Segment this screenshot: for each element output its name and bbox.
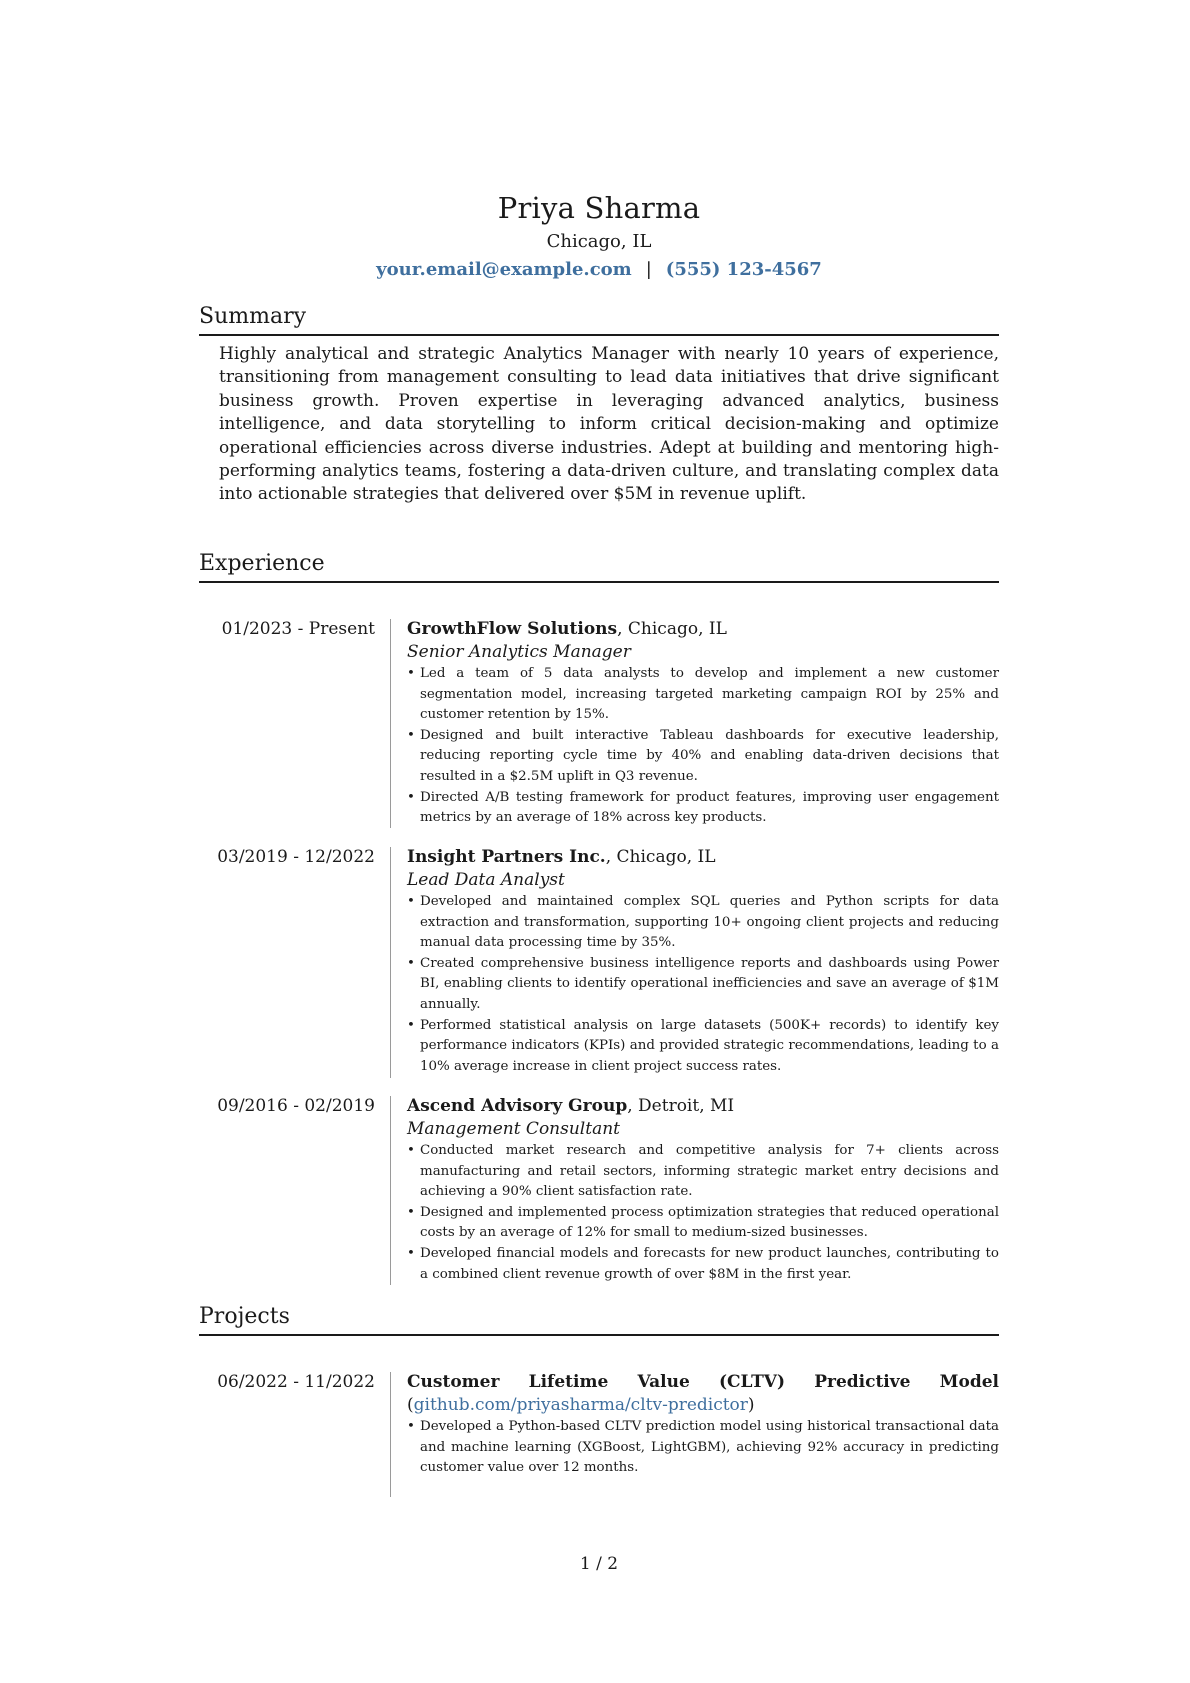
entry-dates: 03/2019 - 12/2022 [217, 847, 375, 867]
phone-link[interactable]: (555) 123-4567 [665, 259, 822, 280]
achievement-item: • Performed statistical analysis on large datasets (500K+ records) to identify key performance indicators (KPIs) and provided strategic recommendations, leading to a 10% average increase in client project success rates. [407, 1016, 999, 1078]
achievement-item: • Led a team of 5 data analysts to develop and implement a new customer segmentation model, increasing targeted marketing campaign ROI by 25% and customer retention by 15%. [407, 664, 999, 726]
job-title: Management Consultant [407, 1119, 620, 1139]
achievement-list [407, 1417, 999, 1479]
company-location: , Chicago, IL [605, 847, 716, 867]
company-location: , Detroit, MI [627, 1096, 735, 1116]
achievement-list [407, 1141, 999, 1285]
job-title: Senior Analytics Manager [407, 642, 631, 662]
entry-body [407, 618, 999, 829]
achievement-item: • Designed and implemented process optimization strategies that reduced operational costs by an average of 12% for small to medium-sized businesses. [407, 1203, 999, 1244]
entry-organization [407, 846, 999, 869]
page-number: 1 / 2 [579, 1554, 619, 1574]
entry-dates: 09/2016 - 02/2019 [217, 1096, 375, 1116]
timeline-divider [390, 1372, 391, 1497]
timeline-divider [390, 619, 391, 828]
paren-open: ( [407, 1395, 414, 1415]
entry-organization [407, 618, 999, 641]
company-location: , Chicago, IL [617, 619, 727, 639]
achievement-list [407, 892, 999, 1077]
company-name: Ascend Advisory Group [407, 1096, 628, 1116]
paren-close: ) [747, 1395, 755, 1415]
entry-body [407, 1371, 999, 1479]
experience-entry [199, 846, 999, 1078]
project-entry [199, 1371, 999, 1497]
project-link[interactable]: github.com/priyasharma/cltv-predictor [413, 1395, 748, 1415]
company-name: Insight Partners Inc. [407, 847, 606, 867]
section-title-projects: Projects [199, 1303, 999, 1336]
candidate-name: Priya Sharma [497, 191, 701, 225]
contact-separator: | [645, 259, 652, 280]
achievement-item: • Directed A/B testing framework for product features, improving user engagement metrics by an average of 18% across key products. [407, 788, 999, 829]
resume-page [199, 0, 999, 1683]
entry-body [407, 846, 999, 1077]
timeline-divider [390, 1096, 391, 1285]
section-title-experience: Experience [199, 550, 999, 583]
entry-dates: 06/2022 - 11/2022 [217, 1372, 375, 1392]
resume-header [199, 190, 999, 282]
contact-line [199, 258, 999, 282]
achievement-item: • Conducted market research and competitive analysis for 7+ clients across manufacturing and retail sectors, informing strategic market entry decisions and achieving a 90% client satisfaction rate. [407, 1141, 999, 1203]
summary-paragraph: Highly analytical and strategic Analytics Manager with nearly 10 years of experience, transitioning from management consulting to lead data initiatives that drive significant business growth. Proven expertise in leveraging advanced analytics, business intelligence, and data storytelling to inform critical decision-making and optimize operational efficiencies across diverse industries. Adept at building and mentoring high-performing analytics teams, fostering a data-driven culture, and translating complex data into actionable strategies that delivered over $5M in revenue uplift. [219, 344, 999, 505]
section-title-summary: Summary [199, 303, 999, 336]
job-title: Lead Data Analyst [407, 870, 565, 890]
company-name: GrowthFlow Solutions [407, 619, 618, 639]
entry-dates: 01/2023 - Present [221, 619, 375, 639]
achievement-item: • Developed a Python-based CLTV prediction model using historical transactional data and machine learning (XGBoost, LightGBM), achieving 92% accuracy in predicting customer value over 12 months. [407, 1417, 999, 1479]
achievement-item: • Developed financial models and forecasts for new product launches, contributing to a combined client revenue growth of over $8M in the first year. [407, 1244, 999, 1285]
timeline-divider [390, 847, 391, 1078]
achievement-item: • Created comprehensive business intelligence reports and dashboards using Power BI, enabling clients to identify operational inefficiencies and save an average of $1M annually. [407, 954, 999, 1016]
achievement-item: • Designed and built interactive Tableau dashboards for executive leadership, reducing reporting cycle time by 40% and enabling data-driven decisions that resulted in a $2.5M uplift in Q3 revenue. [407, 726, 999, 788]
achievement-item: • Developed and maintained complex SQL queries and Python scripts for data extraction and transformation, supporting 10+ ongoing client projects and reducing manual data processing time by 35%. [407, 892, 999, 954]
project-heading [407, 1371, 999, 1417]
email-link[interactable]: your.email@example.com [376, 259, 632, 280]
project-title: Customer Lifetime Value (CLTV) Predictive Model [407, 1372, 999, 1392]
experience-entry [199, 618, 999, 828]
experience-entry [199, 1095, 999, 1285]
entry-body [407, 1095, 999, 1285]
candidate-location: Chicago, IL [546, 231, 652, 252]
entry-organization [407, 1095, 999, 1118]
achievement-list [407, 664, 999, 829]
